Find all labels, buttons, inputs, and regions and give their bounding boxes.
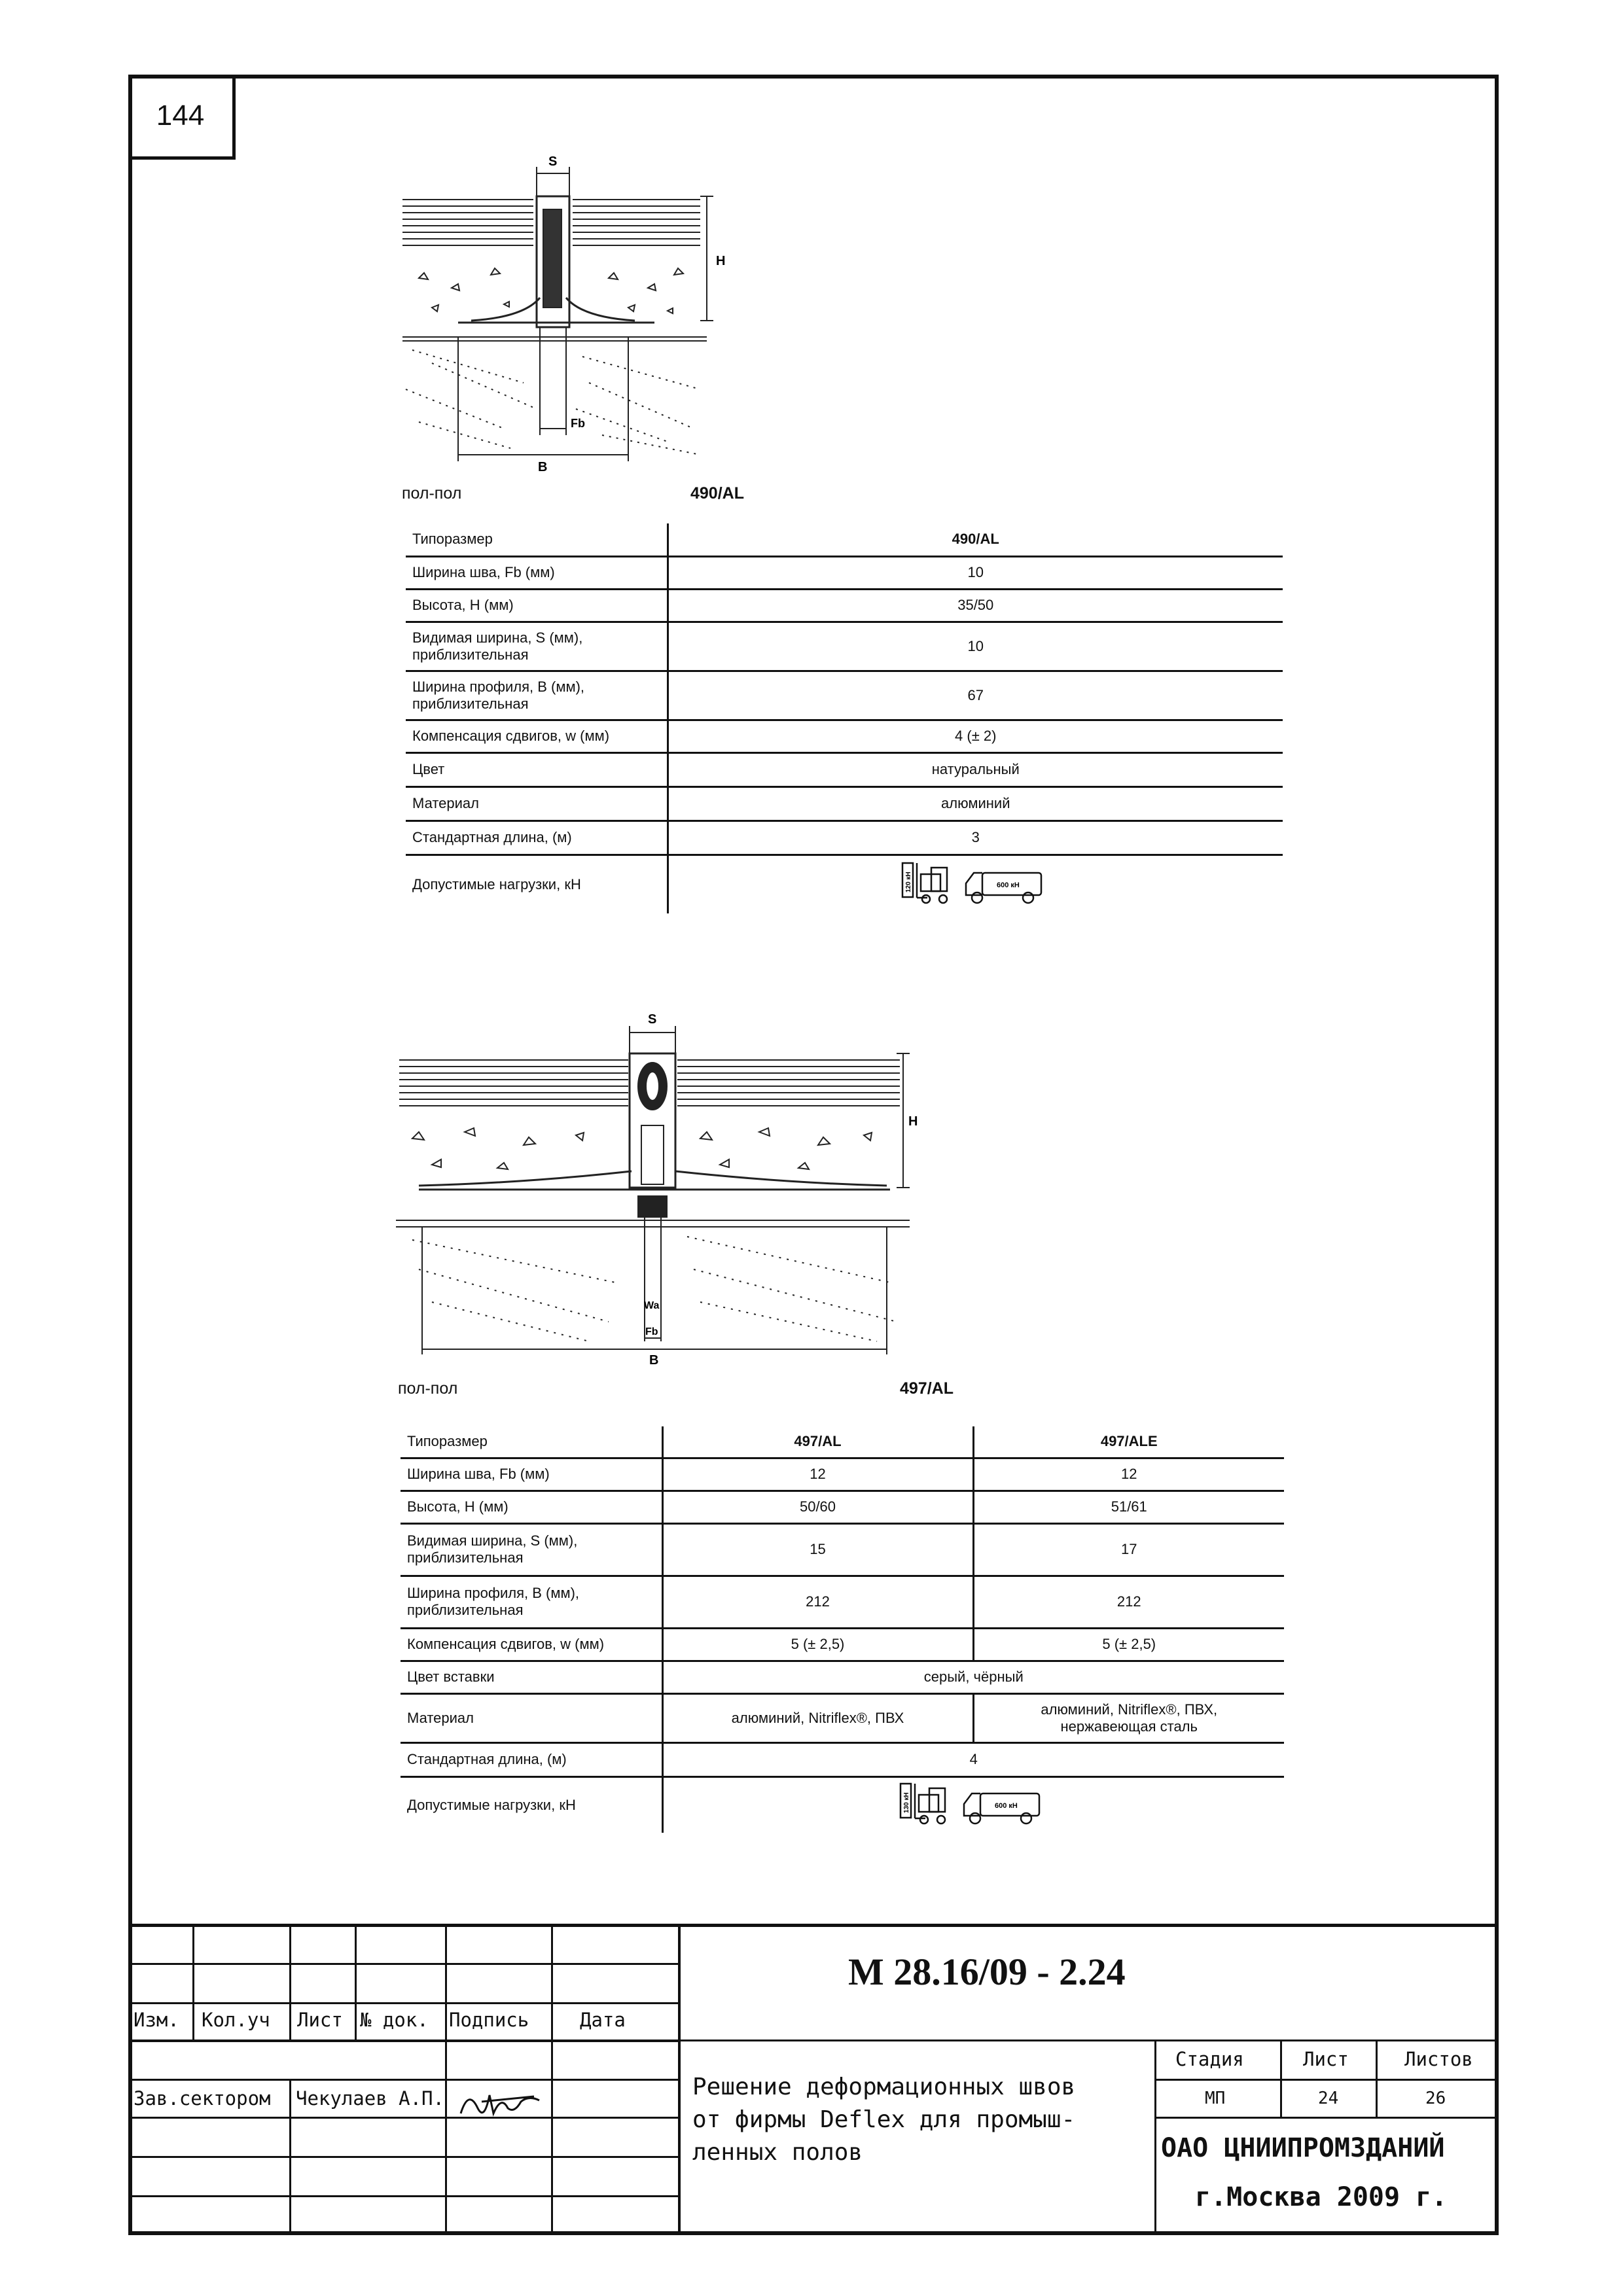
title-block bbox=[128, 1924, 1499, 2235]
table1-loads-label: Допустимые нагрузки, кН bbox=[406, 855, 668, 913]
col-n-dok: № док. bbox=[360, 2009, 429, 2031]
sheet-label: Лист bbox=[1303, 2048, 1349, 2070]
table1-row-label: Ширина шва, Fb (мм) bbox=[406, 556, 668, 589]
table1-row-label: Стандартная длина, (м) bbox=[406, 821, 668, 855]
table2-row-col1: 212 bbox=[662, 1576, 973, 1628]
col-izm: Изм. bbox=[134, 2009, 179, 2031]
table1-row-value: 35/50 bbox=[668, 589, 1283, 622]
drawing1-caption-left: пол-пол bbox=[402, 484, 462, 503]
table1-row-label: Ширина профиля, B (мм), приблизительная bbox=[406, 671, 668, 720]
table2-row-col2: 5 (± 2,5) bbox=[973, 1628, 1284, 1661]
table1-row-value: 10 bbox=[668, 622, 1283, 671]
joint-profile-497-drawing bbox=[393, 1014, 916, 1368]
description-line: от фирмы Deflex для промыш- bbox=[692, 2106, 1076, 2133]
table2-length-value: 4 bbox=[662, 1742, 1284, 1776]
table2-row-label: Видимая ширина, S (мм), приблизительная bbox=[401, 1523, 662, 1576]
table1-loads-icons bbox=[668, 855, 1283, 913]
drawing1-caption-center: 490/AL bbox=[690, 484, 744, 503]
description-line: Решение деформационных швов bbox=[692, 2074, 1076, 2100]
table1-row-value: 10 bbox=[668, 556, 1283, 589]
table1-row-value: алюминий bbox=[668, 786, 1283, 821]
forklift-load-label: 120 кН bbox=[904, 872, 912, 892]
table1-header-value: 490/AL bbox=[668, 523, 1283, 556]
stage-value: МП bbox=[1205, 2089, 1226, 2108]
description-line: ленных полов bbox=[692, 2139, 863, 2166]
table1-row-value: 4 (± 2) bbox=[668, 720, 1283, 752]
stage-label: Стадия bbox=[1175, 2048, 1244, 2070]
role-label: Зав.сектором bbox=[134, 2087, 271, 2110]
col-kol-uch: Кол.уч bbox=[202, 2009, 270, 2031]
dim-b-label: B bbox=[538, 460, 548, 474]
signature bbox=[455, 2082, 547, 2118]
document-description bbox=[692, 2071, 1075, 2169]
table2-row-col1: 15 bbox=[662, 1523, 973, 1576]
table1-row-label: Компенсация сдвигов, w (мм) bbox=[406, 720, 668, 752]
table1-row-label: Цвет bbox=[406, 752, 668, 786]
dim-s-label: S bbox=[548, 154, 558, 169]
dim-h-label: H bbox=[908, 1114, 918, 1129]
table2-material-col2: алюминий, Nitriflex®, ПВХ, нержавеющая сталь bbox=[973, 1693, 1284, 1742]
drawing2-caption-left: пол-пол bbox=[398, 1379, 458, 1398]
organization-city-year: г.Москва 2009 г. bbox=[1195, 2182, 1448, 2212]
truck-load-label: 600 кН bbox=[996, 881, 1020, 889]
table2-row-label: Компенсация сдвигов, w (мм) bbox=[401, 1628, 662, 1661]
table2-row-col2: 212 bbox=[973, 1576, 1284, 1628]
sheets-value: 26 bbox=[1425, 2089, 1446, 2108]
table2-row-col1: 12 bbox=[662, 1458, 973, 1491]
table2-row-col1: 5 (± 2,5) bbox=[662, 1628, 973, 1661]
forklift-truck-load-icons bbox=[889, 1780, 1059, 1826]
table1-header-label: Типоразмер bbox=[406, 523, 668, 556]
forklift-truck-load-icons bbox=[891, 860, 1061, 906]
person-name: Чекулаев А.П. bbox=[296, 2087, 444, 2110]
table2-row-col2: 17 bbox=[973, 1523, 1284, 1576]
col-list: Лист bbox=[297, 2009, 343, 2031]
table2-row-col1: 50/60 bbox=[662, 1491, 973, 1523]
drawing2-caption-center: 497/AL bbox=[900, 1379, 954, 1398]
joint-profile-490-drawing bbox=[393, 147, 759, 474]
dim-wa-label: Wa bbox=[644, 1300, 660, 1311]
dim-fb-label: Fb bbox=[571, 417, 585, 430]
document-code: М 28.16/09 - 2.24 bbox=[848, 1951, 1126, 1993]
table2-loads-label: Допустимые нагрузки, кН bbox=[401, 1776, 662, 1833]
forklift-load-label: 130 кН bbox=[902, 1792, 910, 1813]
table2-material-label: Материал bbox=[401, 1693, 662, 1742]
table2-header-col2: 497/ALE bbox=[973, 1426, 1284, 1458]
table1-row-value: натуральный bbox=[668, 752, 1283, 786]
table2-color-value: серый, чёрный bbox=[662, 1661, 1284, 1693]
sheet-value: 24 bbox=[1318, 2089, 1339, 2108]
table1-row-label: Видимая ширина, S (мм), приблизительная bbox=[406, 622, 668, 671]
dim-s-label: S bbox=[648, 1012, 657, 1027]
table2-row-col2: 51/61 bbox=[973, 1491, 1284, 1523]
col-data: Дата bbox=[580, 2009, 626, 2031]
table2-loads-icons bbox=[662, 1776, 1284, 1833]
dim-b-label: B bbox=[649, 1353, 659, 1368]
table2-length-label: Стандартная длина, (м) bbox=[401, 1742, 662, 1776]
table2-header-label: Типоразмер bbox=[401, 1426, 662, 1458]
sheets-label: Листов bbox=[1404, 2048, 1473, 2070]
table2-color-label: Цвет вставки bbox=[401, 1661, 662, 1693]
table1-row-label: Высота, H (мм) bbox=[406, 589, 668, 622]
dim-h-label: H bbox=[716, 254, 726, 268]
dim-fb-label: Fb bbox=[645, 1326, 658, 1337]
spec-table-497 bbox=[401, 1426, 1284, 1833]
table2-row-label: Ширина шва, Fb (мм) bbox=[401, 1458, 662, 1491]
table2-header-col1: 497/AL bbox=[662, 1426, 973, 1458]
table2-material-col1: алюминий, Nitriflex®, ПВХ bbox=[662, 1693, 973, 1742]
col-podpis: Подпись bbox=[449, 2009, 529, 2031]
table2-row-label: Высота, H (мм) bbox=[401, 1491, 662, 1523]
table2-row-col2: 12 bbox=[973, 1458, 1284, 1491]
truck-load-label: 600 кН bbox=[994, 1801, 1018, 1810]
table2-row-label: Ширина профиля, B (мм), приблизительная bbox=[401, 1576, 662, 1628]
spec-table-490 bbox=[406, 523, 1283, 913]
page-number: 144 bbox=[128, 75, 236, 160]
table1-row-value: 67 bbox=[668, 671, 1283, 720]
organization-name: ОАО ЦНИИПРОМЗДАНИЙ bbox=[1161, 2133, 1445, 2163]
table1-row-label: Материал bbox=[406, 786, 668, 821]
table1-row-value: 3 bbox=[668, 821, 1283, 855]
